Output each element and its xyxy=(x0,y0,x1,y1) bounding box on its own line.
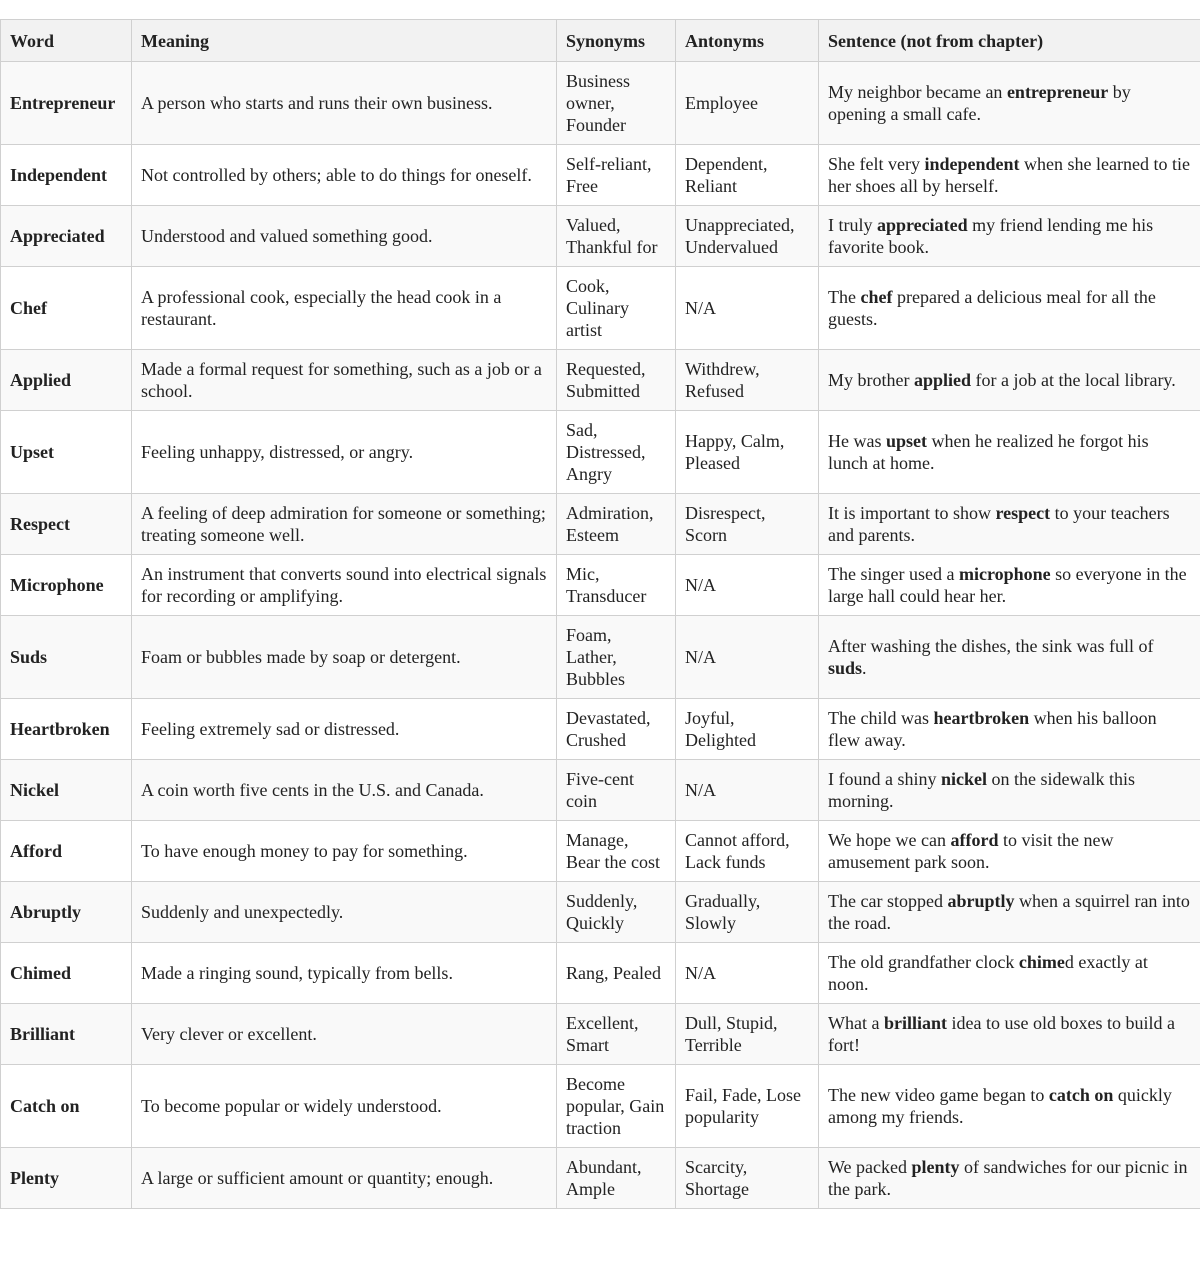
cell-meaning: Feeling extremely sad or distressed. xyxy=(132,699,557,760)
cell-sentence xyxy=(819,760,1200,821)
table-row xyxy=(1,616,1200,699)
cell-synonyms: Manage, Bear the cost xyxy=(557,821,676,882)
cell-meaning: Made a ringing sound, typically from bells. xyxy=(132,943,557,1004)
cell-antonyms: Withdrew, Refused xyxy=(676,350,819,411)
cell-meaning: Foam or bubbles made by soap or detergent. xyxy=(132,616,557,699)
sentence-text: The xyxy=(828,287,861,307)
cell-meaning: Feeling unhappy, distressed, or angry. xyxy=(132,411,557,494)
cell-word: Appreciated xyxy=(1,206,132,267)
cell-synonyms: Sad, Distressed, Angry xyxy=(557,411,676,494)
sentence-keyword: independent xyxy=(924,154,1020,174)
cell-word: Heartbroken xyxy=(1,699,132,760)
cell-antonyms: Employee xyxy=(676,62,819,145)
cell-synonyms: Valued, Thankful for xyxy=(557,206,676,267)
sentence-keyword: nickel xyxy=(940,769,987,789)
header-word: Word xyxy=(1,20,132,62)
cell-sentence xyxy=(819,616,1200,699)
cell-antonyms: N/A xyxy=(676,943,819,1004)
cell-meaning: Very clever or excellent. xyxy=(132,1004,557,1065)
table-row xyxy=(1,943,1200,1004)
cell-sentence xyxy=(819,821,1200,882)
cell-word: Catch on xyxy=(1,1065,132,1148)
cell-word: Independent xyxy=(1,145,132,206)
sentence-text: by opening a small cafe. xyxy=(828,82,1131,124)
sentence-text: when his balloon flew away. xyxy=(828,708,1157,750)
cell-word: Suds xyxy=(1,616,132,699)
sentence-text: prepared a delicious meal for all the guests. xyxy=(828,287,1156,329)
cell-sentence xyxy=(819,882,1200,943)
sentence-text: The old grandfather clock xyxy=(828,952,1019,972)
cell-word: Microphone xyxy=(1,555,132,616)
cell-meaning: A professional cook, especially the head cook in a restaurant. xyxy=(132,267,557,350)
cell-synonyms: Excellent, Smart xyxy=(557,1004,676,1065)
table-row xyxy=(1,760,1200,821)
cell-synonyms: Become popular, Gain traction xyxy=(557,1065,676,1148)
sentence-text: to your teachers and parents. xyxy=(828,503,1170,545)
table-row xyxy=(1,1148,1200,1209)
sentence-text: My neighbor became an xyxy=(828,82,1007,102)
cell-meaning: A feeling of deep admiration for someone or something; treating someone well. xyxy=(132,494,557,555)
table-row xyxy=(1,62,1200,145)
cell-word: Plenty xyxy=(1,1148,132,1209)
sentence-text: He was xyxy=(828,431,886,451)
table-row xyxy=(1,1065,1200,1148)
sentence-keyword: suds xyxy=(828,658,863,678)
table-row xyxy=(1,145,1200,206)
cell-antonyms: N/A xyxy=(676,616,819,699)
cell-meaning: Not controlled by others; able to do things for oneself. xyxy=(132,145,557,206)
cell-sentence xyxy=(819,206,1200,267)
cell-sentence xyxy=(819,267,1200,350)
sentence-keyword: appreciated xyxy=(877,215,968,235)
header-row xyxy=(1,20,1200,62)
sentence-text: of sandwiches for our picnic in the park. xyxy=(828,1157,1188,1199)
sentence-text: I found a shiny xyxy=(828,769,941,789)
cell-synonyms: Self-reliant, Free xyxy=(557,145,676,206)
cell-antonyms: Gradually, Slowly xyxy=(676,882,819,943)
sentence-text: It is important to show xyxy=(828,503,996,523)
cell-sentence xyxy=(819,1004,1200,1065)
cell-sentence xyxy=(819,555,1200,616)
table-row xyxy=(1,821,1200,882)
sentence-keyword: heartbroken xyxy=(933,708,1030,728)
cell-sentence xyxy=(819,943,1200,1004)
cell-meaning: To have enough money to pay for something. xyxy=(132,821,557,882)
cell-word: Applied xyxy=(1,350,132,411)
header-sentence: Sentence (not from chapter) xyxy=(819,20,1200,62)
cell-meaning: Understood and valued something good. xyxy=(132,206,557,267)
sentence-text: I truly xyxy=(828,215,877,235)
sentence-text: to visit the new amusement park soon. xyxy=(828,830,1114,872)
cell-antonyms: Dull, Stupid, Terrible xyxy=(676,1004,819,1065)
cell-word: Abruptly xyxy=(1,882,132,943)
cell-word: Afford xyxy=(1,821,132,882)
table-row xyxy=(1,882,1200,943)
table-row xyxy=(1,206,1200,267)
sentence-keyword: entrepreneur xyxy=(1006,82,1109,102)
sentence-keyword: microphone xyxy=(958,564,1051,584)
cell-synonyms: Admiration, Esteem xyxy=(557,494,676,555)
sentence-text: for a job at the local library. xyxy=(971,370,1176,390)
cell-antonyms: N/A xyxy=(676,760,819,821)
sentence-keyword: applied xyxy=(913,370,972,390)
cell-meaning: Made a formal request for something, such as a job or a school. xyxy=(132,350,557,411)
cell-synonyms: Five-cent coin xyxy=(557,760,676,821)
cell-sentence xyxy=(819,411,1200,494)
table-row xyxy=(1,494,1200,555)
header-antonyms: Antonyms xyxy=(676,20,819,62)
cell-word: Entrepreneur xyxy=(1,62,132,145)
table-row xyxy=(1,411,1200,494)
sentence-text: so everyone in the large hall could hear her. xyxy=(828,564,1187,606)
sentence-text: We packed xyxy=(828,1157,912,1177)
cell-meaning: A person who starts and runs their own business. xyxy=(132,62,557,145)
cell-synonyms: Business owner, Founder xyxy=(557,62,676,145)
cell-sentence xyxy=(819,350,1200,411)
sentence-text: on the sidewalk this morning. xyxy=(828,769,1135,811)
table-body xyxy=(1,62,1200,1209)
cell-antonyms: Disrespect, Scorn xyxy=(676,494,819,555)
sentence-keyword: plenty xyxy=(911,1157,960,1177)
sentence-text: After washing the dishes, the sink was full of xyxy=(828,636,1154,656)
cell-sentence xyxy=(819,145,1200,206)
sentence-text: We hope we can xyxy=(828,830,951,850)
sentence-text: idea to use old boxes to build a fort! xyxy=(828,1013,1175,1055)
cell-synonyms: Abundant, Ample xyxy=(557,1148,676,1209)
cell-meaning: To become popular or widely understood. xyxy=(132,1065,557,1148)
header-meaning: Meaning xyxy=(132,20,557,62)
sentence-text: The singer used a xyxy=(828,564,959,584)
cell-synonyms: Foam, Lather, Bubbles xyxy=(557,616,676,699)
cell-antonyms: Happy, Calm, Pleased xyxy=(676,411,819,494)
vocabulary-table xyxy=(0,19,1200,1209)
sentence-text: The child was xyxy=(828,708,934,728)
sentence-text: when he realized he forgot his lunch at home. xyxy=(828,431,1149,473)
cell-sentence xyxy=(819,699,1200,760)
cell-antonyms: N/A xyxy=(676,267,819,350)
cell-meaning: An instrument that converts sound into electrical signals for recording or amplifying. xyxy=(132,555,557,616)
table-row xyxy=(1,1004,1200,1065)
sentence-keyword: abruptly xyxy=(947,891,1015,911)
sentence-text: my friend lending me his favorite book. xyxy=(828,215,1154,257)
cell-antonyms: Joyful, Delighted xyxy=(676,699,819,760)
sentence-text: . xyxy=(862,658,867,678)
cell-synonyms: Cook, Culinary artist xyxy=(557,267,676,350)
sentence-text: She felt very xyxy=(828,154,925,174)
table-row xyxy=(1,555,1200,616)
cell-synonyms: Devastated, Crushed xyxy=(557,699,676,760)
sentence-text: The new video game began to xyxy=(828,1085,1049,1105)
cell-meaning: A large or sufficient amount or quantity; enough. xyxy=(132,1148,557,1209)
sentence-text: What a xyxy=(828,1013,884,1033)
cell-sentence xyxy=(819,62,1200,145)
cell-antonyms: Dependent, Reliant xyxy=(676,145,819,206)
sentence-keyword: chime xyxy=(1018,952,1065,972)
sentence-keyword: upset xyxy=(885,431,927,451)
header-synonyms: Synonyms xyxy=(557,20,676,62)
cell-synonyms: Rang, Pealed xyxy=(557,943,676,1004)
cell-antonyms: Unappreciated, Undervalued xyxy=(676,206,819,267)
cell-meaning: Suddenly and unexpectedly. xyxy=(132,882,557,943)
sentence-text: My brother xyxy=(828,370,914,390)
cell-sentence xyxy=(819,1148,1200,1209)
cell-antonyms: Fail, Fade, Lose popularity xyxy=(676,1065,819,1148)
table-row xyxy=(1,699,1200,760)
cell-sentence xyxy=(819,494,1200,555)
cell-synonyms: Suddenly, Quickly xyxy=(557,882,676,943)
cell-synonyms: Mic, Transducer xyxy=(557,555,676,616)
cell-word: Chimed xyxy=(1,943,132,1004)
sentence-text: d exactly at noon. xyxy=(828,952,1148,994)
table-row xyxy=(1,350,1200,411)
sentence-keyword: catch on xyxy=(1048,1085,1114,1105)
cell-synonyms: Requested, Submitted xyxy=(557,350,676,411)
cell-word: Respect xyxy=(1,494,132,555)
sentence-text: when a squirrel ran into the road. xyxy=(828,891,1190,933)
cell-meaning: A coin worth five cents in the U.S. and Canada. xyxy=(132,760,557,821)
sentence-keyword: chef xyxy=(860,287,893,307)
cell-antonyms: Cannot afford, Lack funds xyxy=(676,821,819,882)
cell-word: Brilliant xyxy=(1,1004,132,1065)
cell-antonyms: N/A xyxy=(676,555,819,616)
sentence-keyword: brilliant xyxy=(883,1013,947,1033)
cell-word: Upset xyxy=(1,411,132,494)
cell-word: Chef xyxy=(1,267,132,350)
sentence-text: The car stopped xyxy=(828,891,948,911)
table-row xyxy=(1,267,1200,350)
sentence-text: when she learned to tie her shoes all by herself. xyxy=(828,154,1190,196)
cell-word: Nickel xyxy=(1,760,132,821)
cell-sentence xyxy=(819,1065,1200,1148)
sentence-keyword: afford xyxy=(950,830,999,850)
sentence-keyword: respect xyxy=(995,503,1051,523)
sentence-text: quickly among my friends. xyxy=(828,1085,1172,1127)
cell-antonyms: Scarcity, Shortage xyxy=(676,1148,819,1209)
